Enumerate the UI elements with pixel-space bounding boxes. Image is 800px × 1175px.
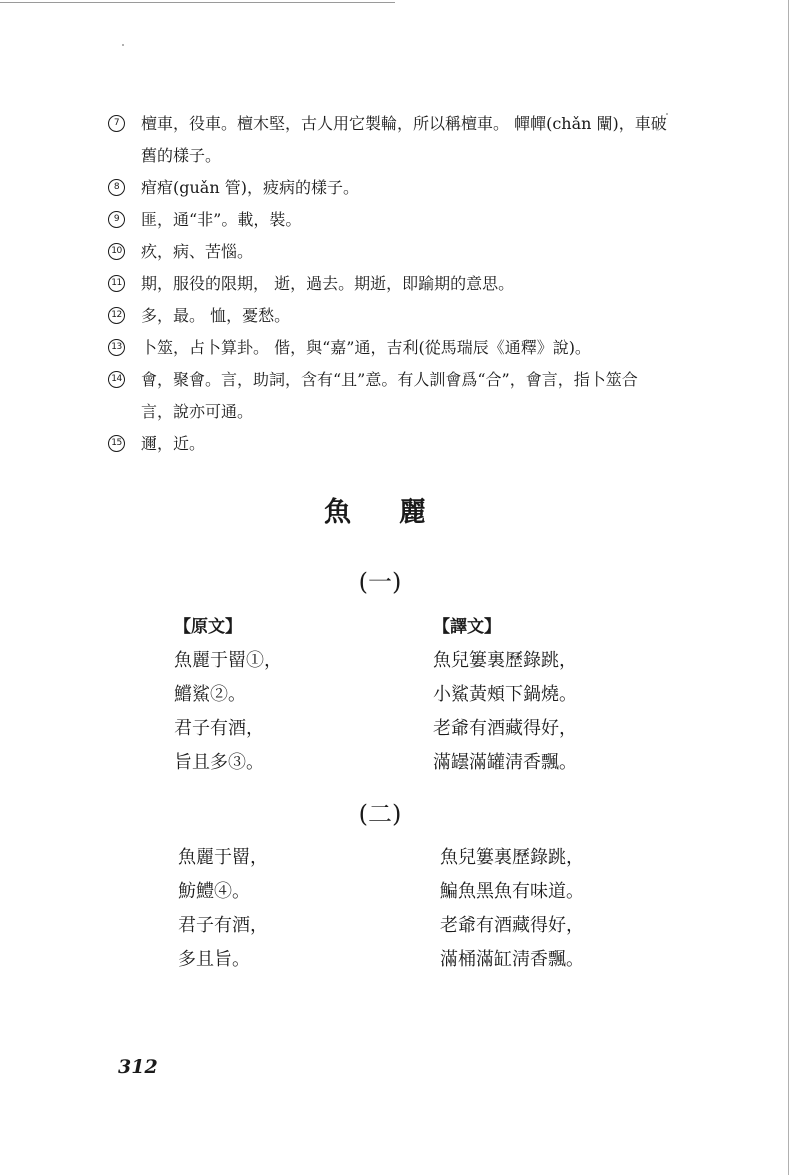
poem-line: 多且旨。 (178, 949, 250, 970)
translation-column-2 (440, 841, 584, 977)
footnote-text: 匪，通“非”。載，裝。 (141, 210, 302, 229)
poem-line: 君子有酒， (178, 915, 268, 936)
footnote-text: 檀車，役車。檀木堅，古人用它製輪，所以稱檀車。 幝幝(chǎn 闡)，車破舊的樣子。 (141, 114, 667, 165)
footnote-11 (108, 268, 668, 300)
translation-header: 【譯文】 (433, 617, 501, 637)
footnote-10 (108, 236, 668, 268)
translation-line: 老爺有酒藏得好， (433, 718, 577, 739)
original-header: 【原文】 (174, 617, 242, 637)
footnote-marker: 11 (108, 275, 125, 292)
scan-speck (122, 44, 124, 46)
footnote-marker: 10 (108, 243, 125, 260)
footnote-marker: 15 (108, 435, 125, 452)
footnote-7 (108, 108, 668, 172)
section-label-1: (一) (358, 568, 402, 596)
footnote-15 (108, 428, 668, 460)
translation-line: 鯿魚黑魚有味道。 (440, 881, 584, 902)
translation-line: 魚兒簍裏歷錄跳， (440, 847, 584, 868)
footnote-marker: 13 (108, 339, 125, 356)
poem-line: 旨且多③。 (174, 752, 264, 773)
footnote-marker: 14 (108, 371, 125, 388)
poem-line: 魴鱧④。 (178, 881, 250, 902)
footnote-text: 痯痯(guǎn 管)，疲病的樣子。 (141, 178, 359, 197)
footnote-marker: 12 (108, 307, 125, 324)
section-label-2: (二) (358, 800, 402, 828)
poem-line: 鱨鯊②。 (174, 684, 246, 705)
top-rule (0, 2, 395, 3)
footnotes (108, 108, 668, 460)
footnote-text: 期，服役的限期， 逝，過去。期逝，即踰期的意思。 (141, 274, 515, 293)
footnote-marker: 7 (108, 115, 125, 132)
translation-line: 魚兒簍裏歷錄跳， (433, 650, 577, 671)
footnote-13 (108, 332, 668, 364)
footnote-text: 會，聚會。言，助詞，含有“且”意。有人訓會爲“合”，會言，指卜筮合言，說亦可通。 (141, 370, 638, 421)
footnote-text: 卜筮，占卜算卦。 偕，與“嘉”通，吉利(從馬瑞辰《通釋》說)。 (141, 338, 591, 357)
poem-title: 魚麗 (324, 497, 474, 528)
footnote-marker: 9 (108, 211, 125, 228)
footnote-8 (108, 172, 668, 204)
footnote-9 (108, 204, 668, 236)
translation-line: 小鯊黃頰下鍋燒。 (433, 684, 577, 705)
translation-line: 滿桶滿缸淸香飄。 (440, 949, 584, 970)
footnote-text: 多，最。 恤，憂愁。 (141, 306, 291, 325)
original-column-2 (178, 841, 268, 977)
footnote-text: 邇，近。 (141, 434, 206, 453)
original-column-1 (174, 610, 282, 780)
footnote-text: 疚，病、苦惱。 (141, 242, 254, 261)
footnote-12 (108, 300, 668, 332)
poem-line: 君子有酒， (174, 718, 264, 739)
translation-line: 老爺有酒藏得好， (440, 915, 584, 936)
scan-edge-line (788, 0, 789, 1175)
footnote-14 (108, 364, 668, 428)
poem-line: 魚麗于罶①， (174, 650, 282, 671)
footnote-marker: 8 (108, 179, 125, 196)
translation-column-1 (433, 610, 577, 780)
translation-line: 滿罎滿罐淸香飄。 (433, 752, 577, 773)
page-number: 312 (118, 1056, 158, 1078)
poem-line: 魚麗于罶， (178, 847, 268, 868)
